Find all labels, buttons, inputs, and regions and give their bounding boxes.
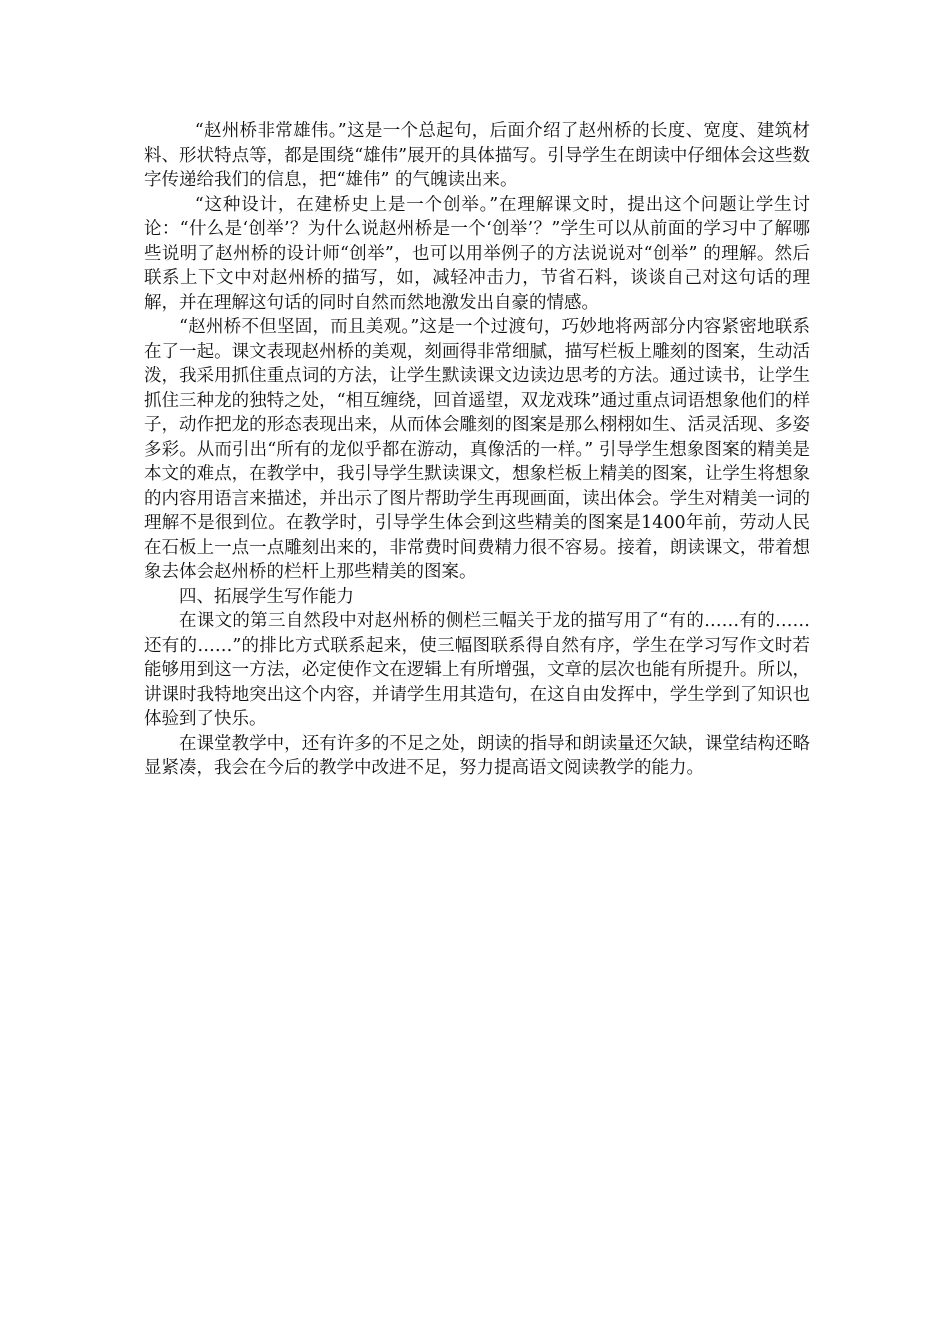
paragraph-grandeur: “赵州桥非常雄伟。”这是一个总起句，后面介绍了赵州桥的长度、宽度、建筑材料、形状特点等，都是围绕“雄伟”展开的具体描写。引导学生在朗读中仔细体会这些数字传递给我们的信息，把“雄伟” 的气魄读出来。 [144, 121, 810, 190]
paragraph-reflection: 在课堂教学中，还有许多的不足之处，朗读的指导和朗读量还欠缺，课堂结构还略显紧凑，我会在今后的教学中改进不足，努力提高语文阅读教学的能力。 [144, 733, 810, 778]
document-body [144, 119, 810, 781]
paragraph-beauty: “赵州桥不但坚固，而且美观。”这是一个过渡句，巧妙地将两部分内容紧密地联系在了一起。课文表现赵州桥的美观，刻画得非常细腻，描写栏板上雕刻的图案，生动活泼，我采用抓住重点词的方法，让学生默读课文边读边思考的方法。通过读书，让学生抓住三种龙的独特之处，“相互缠绕，回首遥望，双龙戏珠”通过重点词语想象他们的样子，动作把龙的形态表现出来，从而体会雕刻的图案是那么栩栩如生、活灵活现、多姿多彩。从而引出“所有的龙似乎都在游动，真像活的一样。” 引导学生想象图案的精美是本文的难点，在教学中，我引导学生默读课文，想象栏板上精美的图案，让学生将想象的内容用语言来描述，并出示了图片帮助学生再现画面，读出体会。学生对精美一词的理解不是很到位。在教学时，引导学生体会到这些精美的图案是1400年前，劳动人民在石板上一点一点雕刻出来的，非常费时间费精力很不容易。接着，朗读课文，带着想象去体会赵州桥的栏杆上那些精美的图案。 [144, 317, 810, 582]
paragraph-innovation: “这种设计，在建桥史上是一个创举。”在理解课文时，提出这个问题让学生讨论：“什么是‘创举’？为什么说赵州桥是一个‘创举’？”学生可以从前面的学习中了解哪些说明了赵州桥的设计师“创举”，也可以用举例子的方法说说对“创举” 的理解。然后联系上下文中对赵州桥的描写，如，减轻冲击力，节省石料，谈谈自己对这句话的理解，并在理解这句话的同时自然而然地激发出自豪的情感。 [144, 194, 810, 313]
section-heading-writing: 四、拓展学生写作能力 [179, 586, 354, 607]
paragraph-writing: 在课文的第三自然段中对赵州桥的侧栏三幅关于龙的描写用了“有的……有的……还有的……”的排比方式联系起来，使三幅图联系得自然有序，学生在学习写作文时若能够用到这一方法，必定使作文在逻辑上有所增强，文章的层次也能有所提升。所以，讲课时我特地突出这个内容，并请学生用其造句，在这自由发挥中，学生学到了知识也体验到了快乐。 [144, 611, 810, 729]
